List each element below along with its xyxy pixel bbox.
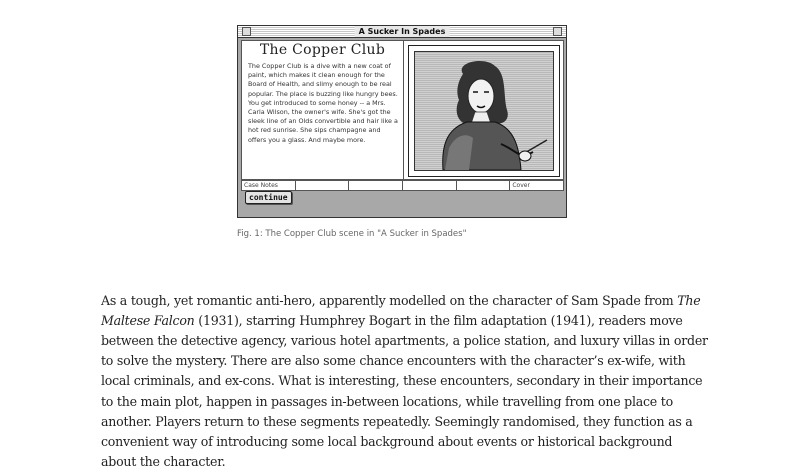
- tab-empty-4: [457, 181, 511, 190]
- window-titlebar: [238, 26, 566, 38]
- scene-picture-frame: [408, 45, 560, 177]
- tab-empty-1: [296, 181, 350, 190]
- tab-empty-2: [349, 181, 403, 190]
- continue-button: continue: [245, 191, 292, 204]
- zoom-box-icon: [553, 27, 562, 36]
- paragraph-text-rest: (1931), starring Humphrey Bogart in the film adaptation (1941), readers move between the detective agency, various hotel apartments, a police station, and luxury villas in order to solve the mystery. There are also some chance encounters with the character’s ex-wife, with local criminals, and ex-cons. What is interesting, these encounters, secondary in their importance to the main plot, happen in passages in-between locations, while travelling from one place to another. Players return to these segments repeatedly. Seemingly randomised, they function as a convenient way of introducing some local background about events or historical background about the character.: [101, 312, 708, 470]
- notes-tabs: [241, 180, 564, 191]
- paragraph-text-start: As a tough, yet romantic anti-hero, apparently modelled on the character of Sam Spade from: [101, 292, 678, 308]
- character-portrait: [414, 51, 554, 171]
- figure: [237, 25, 567, 218]
- figure-caption: Fig. 1: The Copper Club scene in "A Sucker in Spades": [237, 229, 467, 239]
- body-paragraph: [101, 291, 711, 472]
- game-window-screenshot: [237, 25, 567, 218]
- woman-portrait-icon: [415, 52, 553, 170]
- scene-description: The Copper Club is a dive with a new coat of paint, which makes it clean enough for the Board of Health, and slimy enough to be real popular. The place is buzzing like hungry bees. You get introduced to some honey -- a Mrs. Carla Wilson, the owner's wife. She's got the sleek line of an Olds convertible and hair like a hot red sunrise. She sips champagne and offers you a glass. And maybe more.: [248, 62, 398, 144]
- close-box-icon: [242, 27, 251, 36]
- window-title: A Sucker In Spades: [355, 26, 450, 37]
- scene-text-pane: [242, 41, 404, 179]
- scene-content: [241, 40, 564, 180]
- tab-empty-3: [403, 181, 457, 190]
- scene-title: The Copper Club: [259, 42, 386, 58]
- film-title: The Maltese Falcon: [101, 292, 701, 328]
- tab-case-notes: Case Notes: [242, 181, 296, 190]
- tab-cover: Cover: [512, 182, 530, 189]
